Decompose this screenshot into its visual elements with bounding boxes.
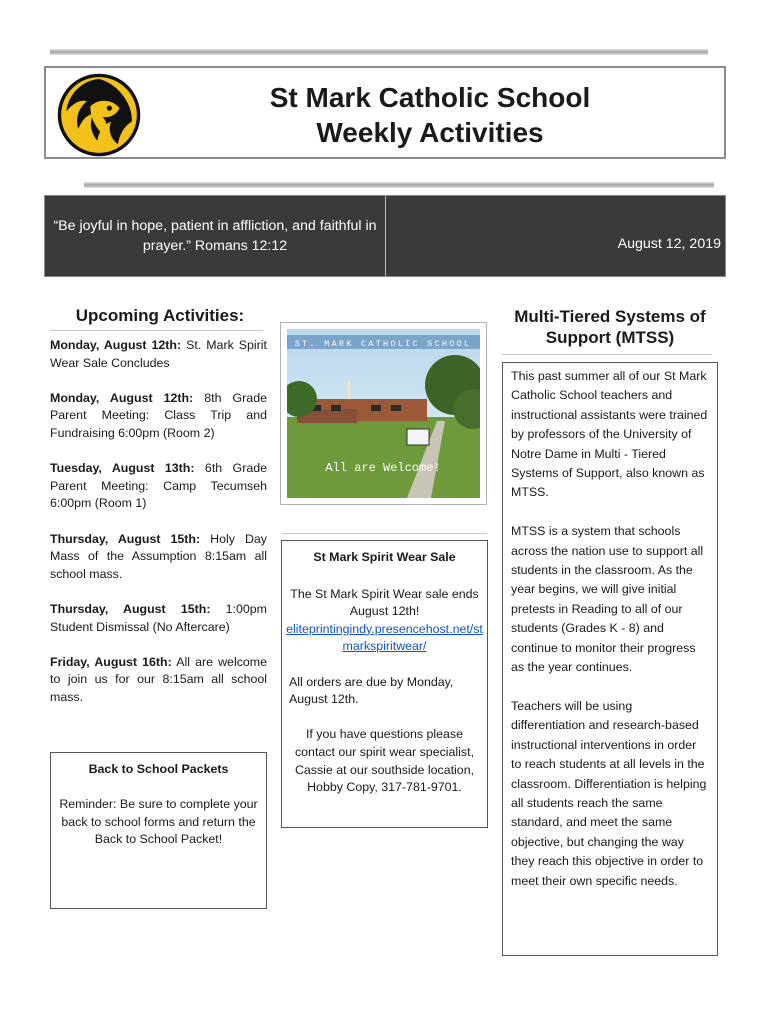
spirit-intro: The St Mark Spirit Wear sale ends August 12th! [290, 586, 479, 619]
bible-verse: “Be joyful in hope, patient in affliction, and faithful in prayer.” Romans 12:12 [53, 218, 377, 254]
photo-caption-top: ST. MARK CATHOLIC SCHOOL [294, 339, 472, 349]
mtss-paragraph: MTSS is a system that schools across the nation use to support all students in the classroom. As the year begins, we will give initial pretests in Reading to all of our students (Grades K - 8) and continue to monitor their progress as the year continues. [511, 524, 704, 675]
event-text: 1:00pm Student Dismissal (No Aftercare) [50, 601, 267, 634]
verse-banner [44, 195, 726, 277]
spirit-contact: If you have questions please contact our spirit wear specialist, Cassie at our southside location, Hobby Copy, 317-781-9701. [294, 727, 475, 795]
event-item [50, 531, 267, 584]
upcoming-rule [50, 330, 263, 331]
event-item [50, 337, 267, 372]
event-text: 8th Grade Parent Meeting: Class Trip and Fundraising 6:00pm (Room 2) [50, 390, 267, 440]
mtss-paragraph: Teachers will be using differentiation and research-based instructional interventions in order to reach students at all levels in the classroom. Differentiation is helping all students reach the same standard, and meet the same objective, but changing the way they reach this objective in order to meet their own specific needs. [511, 698, 707, 888]
mtss-paragraph: This past summer all of our St Mark Catholic School teachers and instructional assistants were trained by professors of the University of Notre Dame in Multi - Tiered Systems of Support, also known as MTSS. [511, 369, 708, 500]
page-title [46, 80, 724, 150]
banner-divider [385, 196, 386, 276]
top-rule [50, 49, 708, 55]
spirit-rule [282, 533, 487, 534]
newsletter-subtitle: Weekly Activities [316, 117, 544, 148]
event-item [50, 390, 267, 443]
spirit-wear-box [281, 540, 488, 828]
event-text: 6th Grade Parent Meeting: Camp Tecumseh 6:00pm (Room 1) [50, 461, 267, 511]
event-day: Tuesday, August 13th: [50, 461, 195, 476]
event-day: Friday, August 16th: [50, 654, 172, 669]
event-text: St. Mark Spirit Wear Sale Concludes [50, 338, 267, 370]
event-text: Holy Day Mass of the Assumption 8:15am all school mass. [50, 531, 267, 581]
mtss-heading: Multi-Tiered Systems of Support (MTSS) [514, 307, 706, 347]
event-day: Monday, August 12th: [50, 390, 194, 405]
packets-body: Reminder: Be sure to complete your back to school forms and return the Back to School Packet! [59, 797, 258, 847]
event-item [50, 460, 267, 513]
header-box [44, 66, 726, 159]
photo-caption-overlay: All are Welcome! [325, 461, 441, 475]
event-text: All are welcome to join us for our 8:15am all school mass. [50, 654, 268, 704]
mtss-box [502, 362, 718, 956]
issue-date: August 12, 2019 [617, 236, 721, 252]
school-building-image [287, 329, 480, 498]
event-day: Thursday, August 15th: [50, 531, 201, 546]
upcoming-heading: Upcoming Activities: [75, 306, 245, 325]
packets-title: Back to School Packets [88, 762, 229, 776]
mtss-rule [502, 354, 712, 355]
packets-box [50, 752, 267, 909]
event-day: Thursday, August 15th: [50, 601, 211, 616]
spirit-wear-link[interactable]: eliteprintingindy.presencehost.net/stmarkspiritwear/ [286, 621, 483, 654]
school-photo [280, 322, 487, 505]
events-list [50, 337, 267, 724]
school-name: St Mark Catholic School [269, 82, 591, 113]
spirit-title: St Mark Spirit Wear Sale [313, 550, 456, 564]
mid-rule [84, 182, 714, 188]
event-item [50, 601, 267, 636]
spirit-due: All orders are due by Monday, August 12th. [289, 674, 454, 707]
event-item [50, 654, 267, 707]
event-day: Monday, August 12th: [50, 338, 182, 352]
